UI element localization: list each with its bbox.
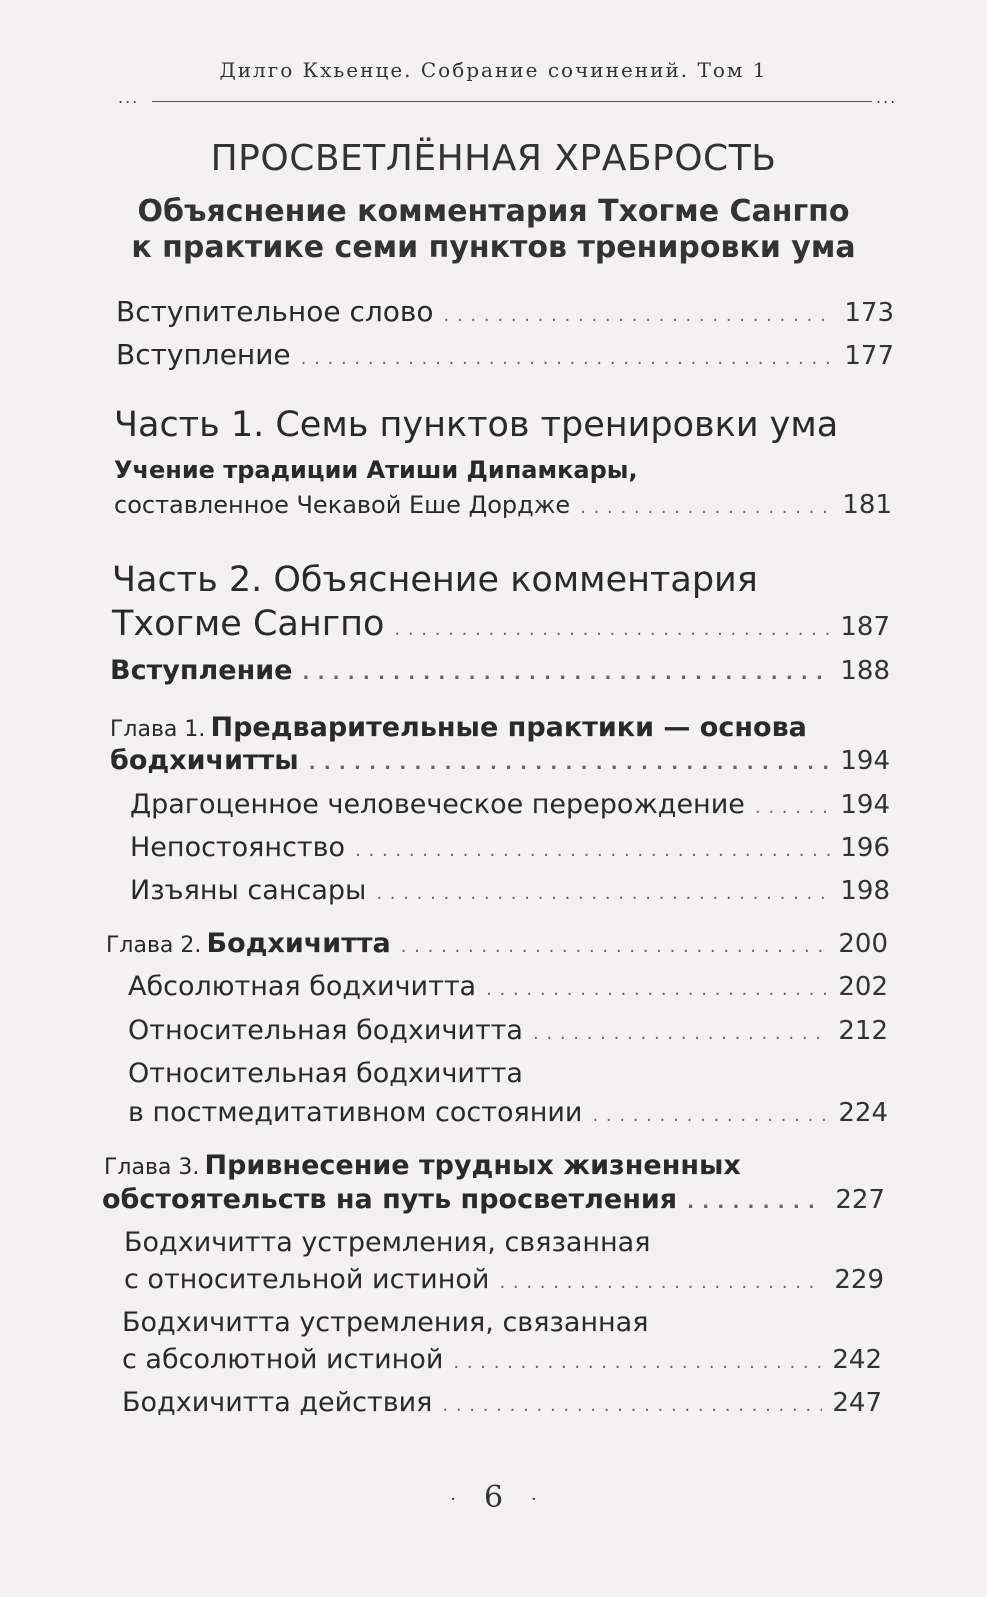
toc-page: 202 <box>838 972 888 1002</box>
chapter-prefix: Глава 3. <box>104 1155 200 1180</box>
dot-leader <box>309 753 831 774</box>
toc-entry-ch1-s1[interactable] <box>130 789 890 820</box>
toc-page: 177 <box>844 341 894 371</box>
dot-leader <box>442 1395 822 1416</box>
dot-leader <box>486 979 828 1000</box>
part2-heading-line-1[interactable]: Часть 2. Объяснение комментария <box>112 560 758 600</box>
subtitle-line-1: Объяснение комментария Тхогме Сангпо <box>137 194 850 229</box>
chapter1-heading-line-1[interactable] <box>110 712 807 743</box>
chapter3-heading-line-1[interactable] <box>104 1150 741 1181</box>
toc-label: составленное Чекавой Еше Дордже <box>114 491 571 519</box>
dot-leader <box>687 1192 825 1213</box>
book-section-title: ПРОСВЕТЛЁННАЯ ХРАБРОСТЬ <box>210 138 777 179</box>
toc-entry-chapter1[interactable] <box>110 745 890 776</box>
toc-entry-chapter3[interactable] <box>102 1184 885 1215</box>
toc-page: 173 <box>844 298 894 328</box>
header-rule <box>152 101 872 102</box>
dot-leader <box>401 936 829 957</box>
toc-label: Относительная бодхичитта <box>128 1015 523 1046</box>
toc-page: 224 <box>838 1098 888 1128</box>
toc-page: 247 <box>832 1388 882 1418</box>
chapter-title: Бодхичитта <box>206 928 391 959</box>
toc-entry-intro-word[interactable] <box>116 295 894 328</box>
running-header: Дилго Кхьенце. Собрание сочинений. Том 1 <box>219 58 768 82</box>
toc-label: Вступление <box>116 338 291 371</box>
toc-entry-part2-intro[interactable] <box>110 655 890 686</box>
toc-label: Бодхичитта действия <box>122 1387 433 1418</box>
dot-leader <box>301 348 835 369</box>
dot-leader <box>592 1105 828 1126</box>
chapter-title: Привнесение трудных жизненных <box>204 1150 741 1181</box>
toc-entry-chapter2[interactable] <box>106 928 888 959</box>
toc-label: Изъяны сансары <box>130 875 367 906</box>
header-rule-dots-right: ... <box>876 88 898 107</box>
toc-label: Абсолютная бодхичитта <box>128 971 477 1002</box>
toc-page: 194 <box>840 746 890 776</box>
chapter-prefix: Глава 2. <box>106 933 202 958</box>
header-rule-dots-left: ... <box>118 88 140 107</box>
chapter-title: Предварительные практики — основа <box>210 712 807 743</box>
toc-entry-ch1-s2[interactable] <box>130 832 890 863</box>
toc-page: 200 <box>838 929 888 959</box>
dot-leader <box>453 1352 822 1373</box>
toc-entry-ch3-s2[interactable] <box>122 1344 882 1375</box>
ch3-s2-line-1[interactable]: Бодхичитта устремления, связанная <box>122 1307 649 1338</box>
dot-leader <box>376 883 830 904</box>
toc-page: 187 <box>840 612 890 642</box>
subtitle-line-2: к практике семи пунктов тренировки ума <box>131 230 856 265</box>
toc-page: 194 <box>840 790 890 820</box>
toc-page: 198 <box>840 876 890 906</box>
toc-entry-part2[interactable] <box>112 604 890 644</box>
chapter-prefix: Глава 1. <box>110 717 206 742</box>
toc-page: 242 <box>832 1345 882 1375</box>
dot-leader <box>394 619 830 640</box>
ch2-s3-line-1[interactable]: Относительная бодхичитта <box>128 1058 523 1089</box>
toc-label: Непостоянство <box>130 832 346 863</box>
toc-page: 229 <box>834 1265 884 1295</box>
toc-entry-ch2-s3[interactable] <box>128 1097 888 1128</box>
page-dot-right: · <box>531 1488 537 1510</box>
toc-entry-part1[interactable] <box>114 490 892 520</box>
toc-entry-ch3-s3[interactable] <box>122 1387 882 1418</box>
toc-entry-ch2-s2[interactable] <box>128 1015 888 1046</box>
toc-label: с относительной истиной <box>124 1264 490 1295</box>
toc-label: Вступление <box>110 655 293 686</box>
dot-leader <box>533 1023 828 1044</box>
toc-page: 196 <box>840 833 890 863</box>
toc-entry-ch3-s1[interactable] <box>124 1264 884 1295</box>
part1-heading[interactable]: Часть 1. Семь пунктов тренировки ума <box>114 405 839 445</box>
toc-entry-intro[interactable] <box>116 338 894 371</box>
toc-entry-ch2-s1[interactable] <box>128 971 888 1002</box>
toc-label: Драгоценное человеческое перерождение <box>130 789 745 820</box>
dot-leader <box>755 797 830 818</box>
toc-page: 181 <box>842 490 892 520</box>
page-dot-left: · <box>450 1488 456 1510</box>
page-number <box>0 1480 987 1515</box>
toc-label: в постмедитативном состоянии <box>128 1097 583 1128</box>
dot-leader <box>302 663 830 684</box>
toc-page: 188 <box>840 656 890 686</box>
dot-leader <box>499 1272 824 1293</box>
dot-leader <box>355 840 830 861</box>
toc-label: с абсолютной истиной <box>122 1344 444 1375</box>
part1-line-1: Учение традиции Атиши Дипамкары, <box>114 456 638 484</box>
toc-label: Вступительное слово <box>116 295 434 328</box>
toc-label: Тхогме Сангпо <box>112 604 385 644</box>
dot-leader <box>444 305 835 326</box>
toc-label: бодхичитты <box>110 745 299 776</box>
toc-page: 227 <box>835 1185 885 1215</box>
toc-page: 212 <box>838 1016 888 1046</box>
page-number-value: 6 <box>483 1480 504 1515</box>
toc-label: обстоятельств на путь просветления <box>102 1184 678 1215</box>
toc-entry-ch1-s3[interactable] <box>130 875 890 906</box>
ch3-s1-line-1[interactable]: Бодхичитта устремления, связанная <box>124 1227 651 1258</box>
dot-leader <box>580 497 832 518</box>
